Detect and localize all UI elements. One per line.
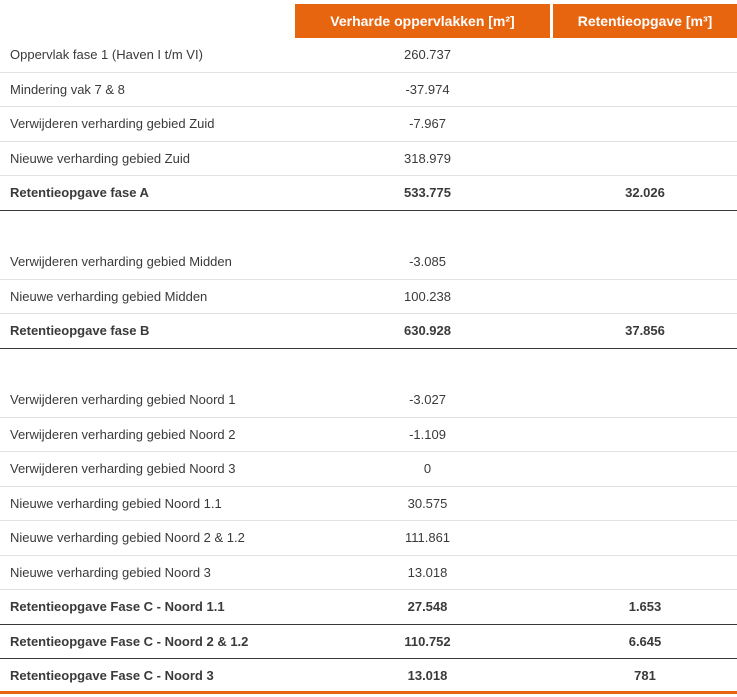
row-area-value: 13.018	[407, 667, 448, 683]
row-area-value: 13.018	[407, 564, 448, 580]
row-retention-value	[553, 487, 737, 521]
row-retention-value	[553, 383, 737, 417]
row-area-value: 111.861	[404, 530, 451, 546]
table-row	[0, 107, 737, 142]
row-label: Retentieopgave Fase C - Noord 2 & 1.2	[10, 633, 249, 649]
table-row	[0, 487, 737, 522]
row-label: Retentieopgave fase A	[10, 185, 149, 201]
row-label: Retentieopgave Fase C - Noord 1.1	[10, 599, 225, 615]
row-area-value: 110.752	[404, 633, 451, 649]
row-retention-value	[553, 280, 737, 314]
row-label: Verwijderen verharding gebied Noord 1	[10, 392, 236, 408]
row-area-value: -3.027	[409, 392, 446, 408]
row-retention-value	[553, 245, 737, 279]
row-retention-value: 32.026	[625, 185, 665, 201]
row-area-value: -3.085	[409, 254, 446, 270]
row-retention-value: 781	[634, 667, 656, 683]
row-label: Oppervlak fase 1 (Haven I t/m VI)	[10, 47, 203, 63]
row-label: Nieuwe verharding gebied Zuid	[10, 150, 190, 166]
table-row-subtotal	[0, 625, 737, 660]
row-label: Verwijderen verharding gebied Zuid	[10, 116, 215, 132]
row-area-value: 30.575	[407, 495, 448, 511]
row-area-value: -37.974	[405, 81, 450, 97]
row-area-value: 100.238	[404, 288, 451, 304]
row-label: Nieuwe verharding gebied Noord 3	[10, 564, 211, 580]
table-row	[0, 245, 737, 280]
section-spacer	[0, 349, 737, 384]
table-row-subtotal	[0, 590, 737, 625]
row-retention-value: 1.653	[628, 599, 662, 615]
row-label: Retentieopgave fase B	[10, 323, 150, 339]
row-retention-value	[553, 556, 737, 590]
row-label: Verwijderen verharding gebied Noord 2	[10, 426, 236, 442]
row-label: Verwijderen verharding gebied Noord 3	[10, 461, 236, 477]
row-area-value: 27.548	[407, 599, 448, 615]
table-row	[0, 38, 737, 73]
row-label: Retentieopgave Fase C - Noord 3	[10, 667, 214, 683]
row-area-value: 0	[423, 461, 432, 477]
row-label: Nieuwe verharding gebied Noord 1.1	[10, 495, 222, 511]
table-row	[0, 73, 737, 108]
row-label: Mindering vak 7 & 8	[10, 81, 125, 97]
table-row	[0, 383, 737, 418]
row-retention-value	[553, 38, 737, 72]
header-verharde-oppervlakken: Verharde oppervlakken [m²]	[295, 4, 550, 38]
row-retention-value	[553, 452, 737, 486]
table-row	[0, 280, 737, 315]
section-spacer	[0, 211, 737, 246]
row-label: Nieuwe verharding gebied Midden	[10, 288, 208, 304]
row-area-value: -1.109	[409, 426, 446, 442]
table-header	[0, 0, 737, 38]
table-row-subtotal	[0, 314, 737, 349]
row-area-value: 260.737	[404, 47, 451, 63]
row-area-value: 630.928	[404, 323, 451, 339]
row-retention-value: 37.856	[625, 323, 665, 339]
table-row	[0, 142, 737, 177]
row-retention-value: 6.645	[628, 633, 662, 649]
table-row	[0, 418, 737, 453]
row-area-value: 533.775	[404, 185, 451, 201]
row-area-value: -7.967	[409, 116, 446, 132]
table-row-subtotal	[0, 659, 737, 694]
row-label: Nieuwe verharding gebied Noord 2 & 1.2	[10, 530, 245, 546]
row-retention-value	[553, 142, 737, 176]
row-area-value: 318.979	[404, 150, 451, 166]
row-retention-value	[553, 73, 737, 107]
row-retention-value	[553, 107, 737, 141]
table-row	[0, 521, 737, 556]
row-retention-value	[553, 521, 737, 555]
row-label: Verwijderen verharding gebied Midden	[10, 254, 232, 270]
header-retentieopgave: Retentieopgave [m³]	[553, 4, 737, 38]
table-row	[0, 452, 737, 487]
table-row	[0, 556, 737, 591]
row-retention-value	[553, 418, 737, 452]
table-row-subtotal	[0, 176, 737, 211]
